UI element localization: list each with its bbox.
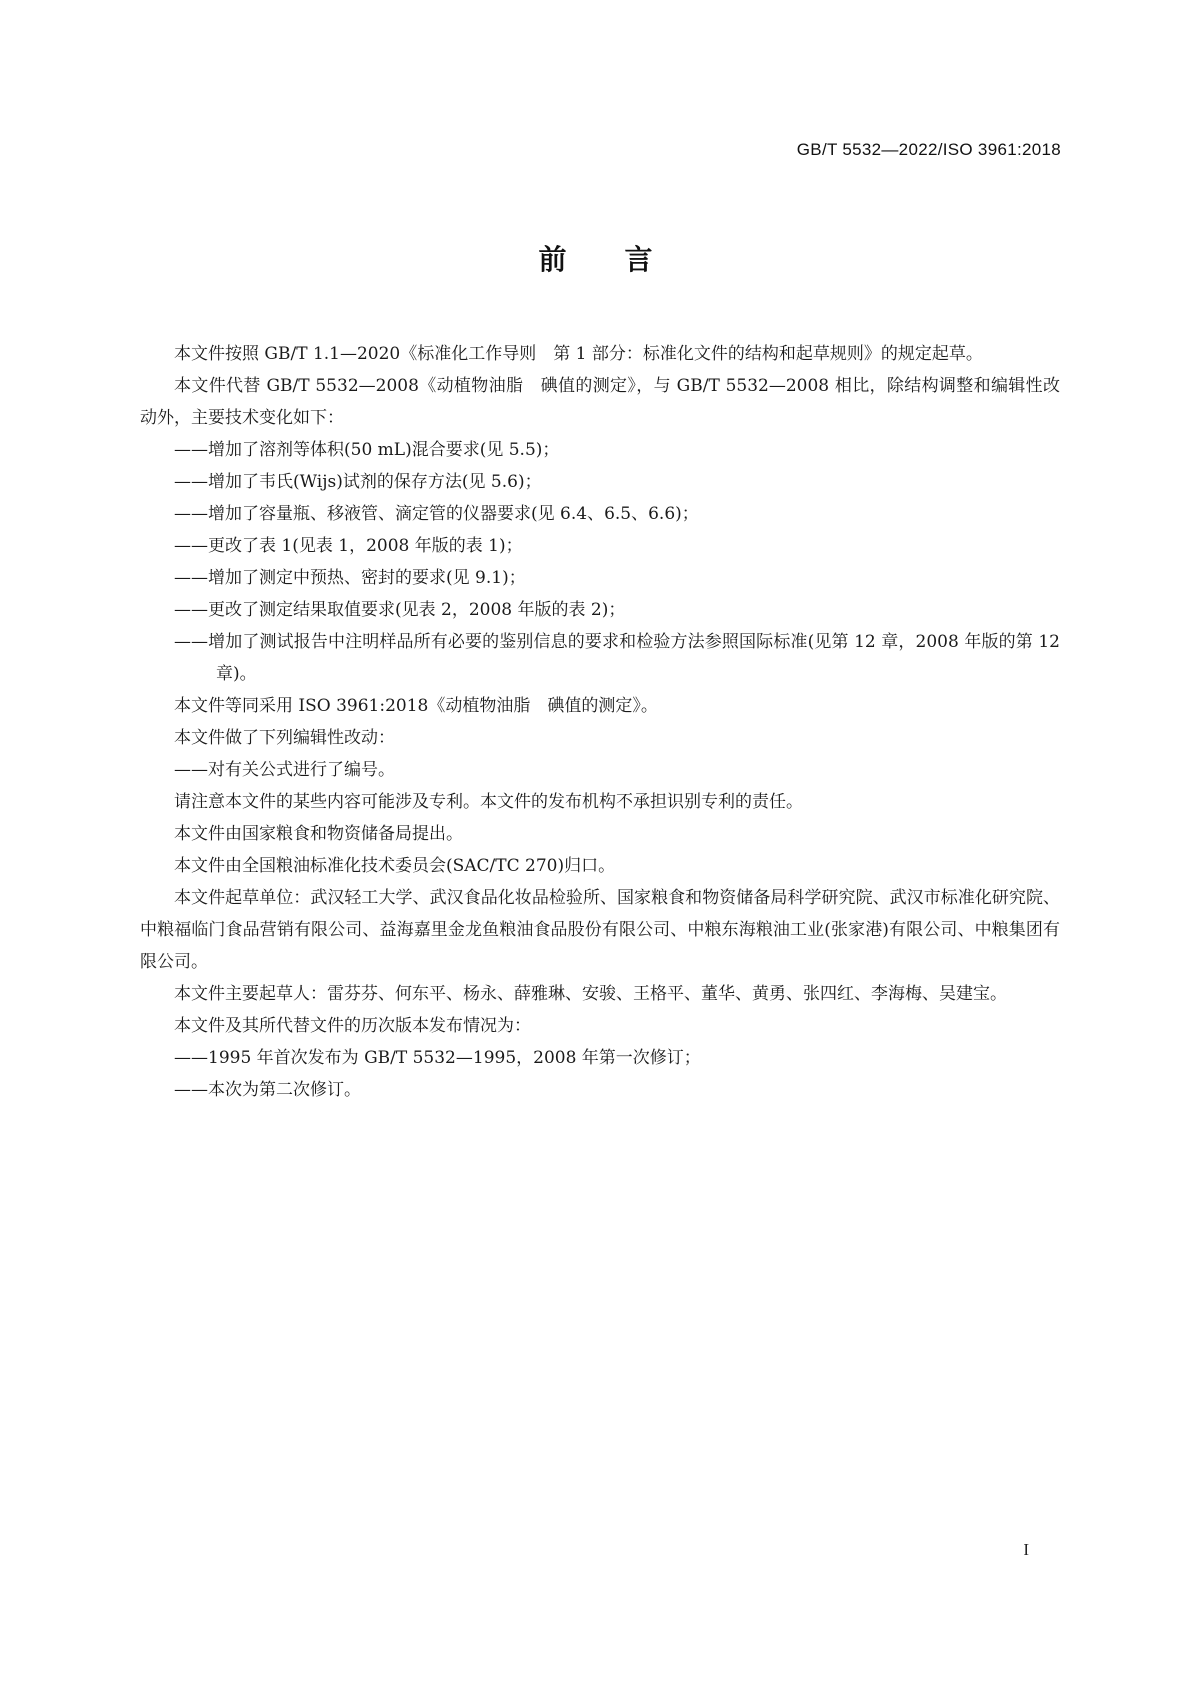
page-number: I: [1023, 1540, 1029, 1559]
list-item: ——1995 年首次发布为 GB/T 5532—1995，2008 年第一次修订；: [174, 1048, 701, 1068]
paragraph: 本文件由全国粮油标准化技术委员会(SAC/TC 270)归口。: [174, 856, 616, 876]
list-item: ——更改了测定结果取值要求(见表 2，2008 年版的表 2)；: [174, 600, 626, 620]
paragraph: 本文件做了下列编辑性改动：: [174, 728, 395, 748]
list-item: ——本次为第二次修订。: [174, 1080, 361, 1100]
list-item: ——增加了容量瓶、移液管、滴定管的仪器要求(见 6.4、6.5、6.6)；: [174, 504, 699, 524]
foreword-body: [140, 338, 1060, 1106]
standard-code: GB/T 5532—2022/ISO 3961:2018: [796, 140, 1061, 159]
list-item: ——增加了溶剂等体积(50 mL)混合要求(见 5.5)；: [174, 440, 560, 460]
paragraph: 本文件由国家粮食和物资储备局提出。: [174, 824, 463, 844]
list-item: ——增加了韦氏(Wijs)试剂的保存方法(见 5.6)；: [174, 472, 542, 492]
paragraph: 请注意本文件的某些内容可能涉及专利。本文件的发布机构不承担识别专利的责任。: [174, 792, 803, 812]
list-item: ——更改了表 1(见表 1，2008 年版的表 1)；: [174, 536, 523, 556]
list-item: ——增加了测试报告中注明样品所有必要的鉴别信息的要求和检验方法参照国际标准(见第 12 章，2008 年版的第 12 章)。: [174, 632, 1060, 684]
paragraph: 本文件主要起草人：雷芬芬、何东平、杨永、薛雅琳、安骏、王格平、董华、黄勇、张四红、李海梅、吴建宝。: [174, 984, 1007, 1004]
paragraph: 本文件按照 GB/T 1.1—2020《标准化工作导则 第 1 部分：标准化文件的结构和起草规则》的规定起草。: [174, 344, 983, 364]
paragraph: 本文件及其所代替文件的历次版本发布情况为：: [174, 1016, 531, 1036]
paragraph: 本文件等同采用 ISO 3961:2018《动植物油脂 碘值的测定》。: [174, 696, 658, 716]
list-item: ——对有关公式进行了编号。: [174, 760, 395, 780]
list-item: ——增加了测定中预热、密封的要求(见 9.1)；: [174, 568, 526, 588]
paragraph: 本文件起草单位：武汉轻工大学、武汉食品化妆品检验所、国家粮食和物资储备局科学研究院、武汉市标准化研究院、中粮福临门食品营销有限公司、益海嘉里金龙鱼粮油食品股份有限公司、中粮东海粮油工业(张家港)有限公司、中粮集团有限公司。: [140, 888, 1060, 972]
paragraph: 本文件代替 GB/T 5532—2008《动植物油脂 碘值的测定》，与 GB/T 5532—2008 相比，除结构调整和编辑性改动外，主要技术变化如下：: [140, 376, 1060, 428]
page-title: 前言: [538, 243, 711, 276]
